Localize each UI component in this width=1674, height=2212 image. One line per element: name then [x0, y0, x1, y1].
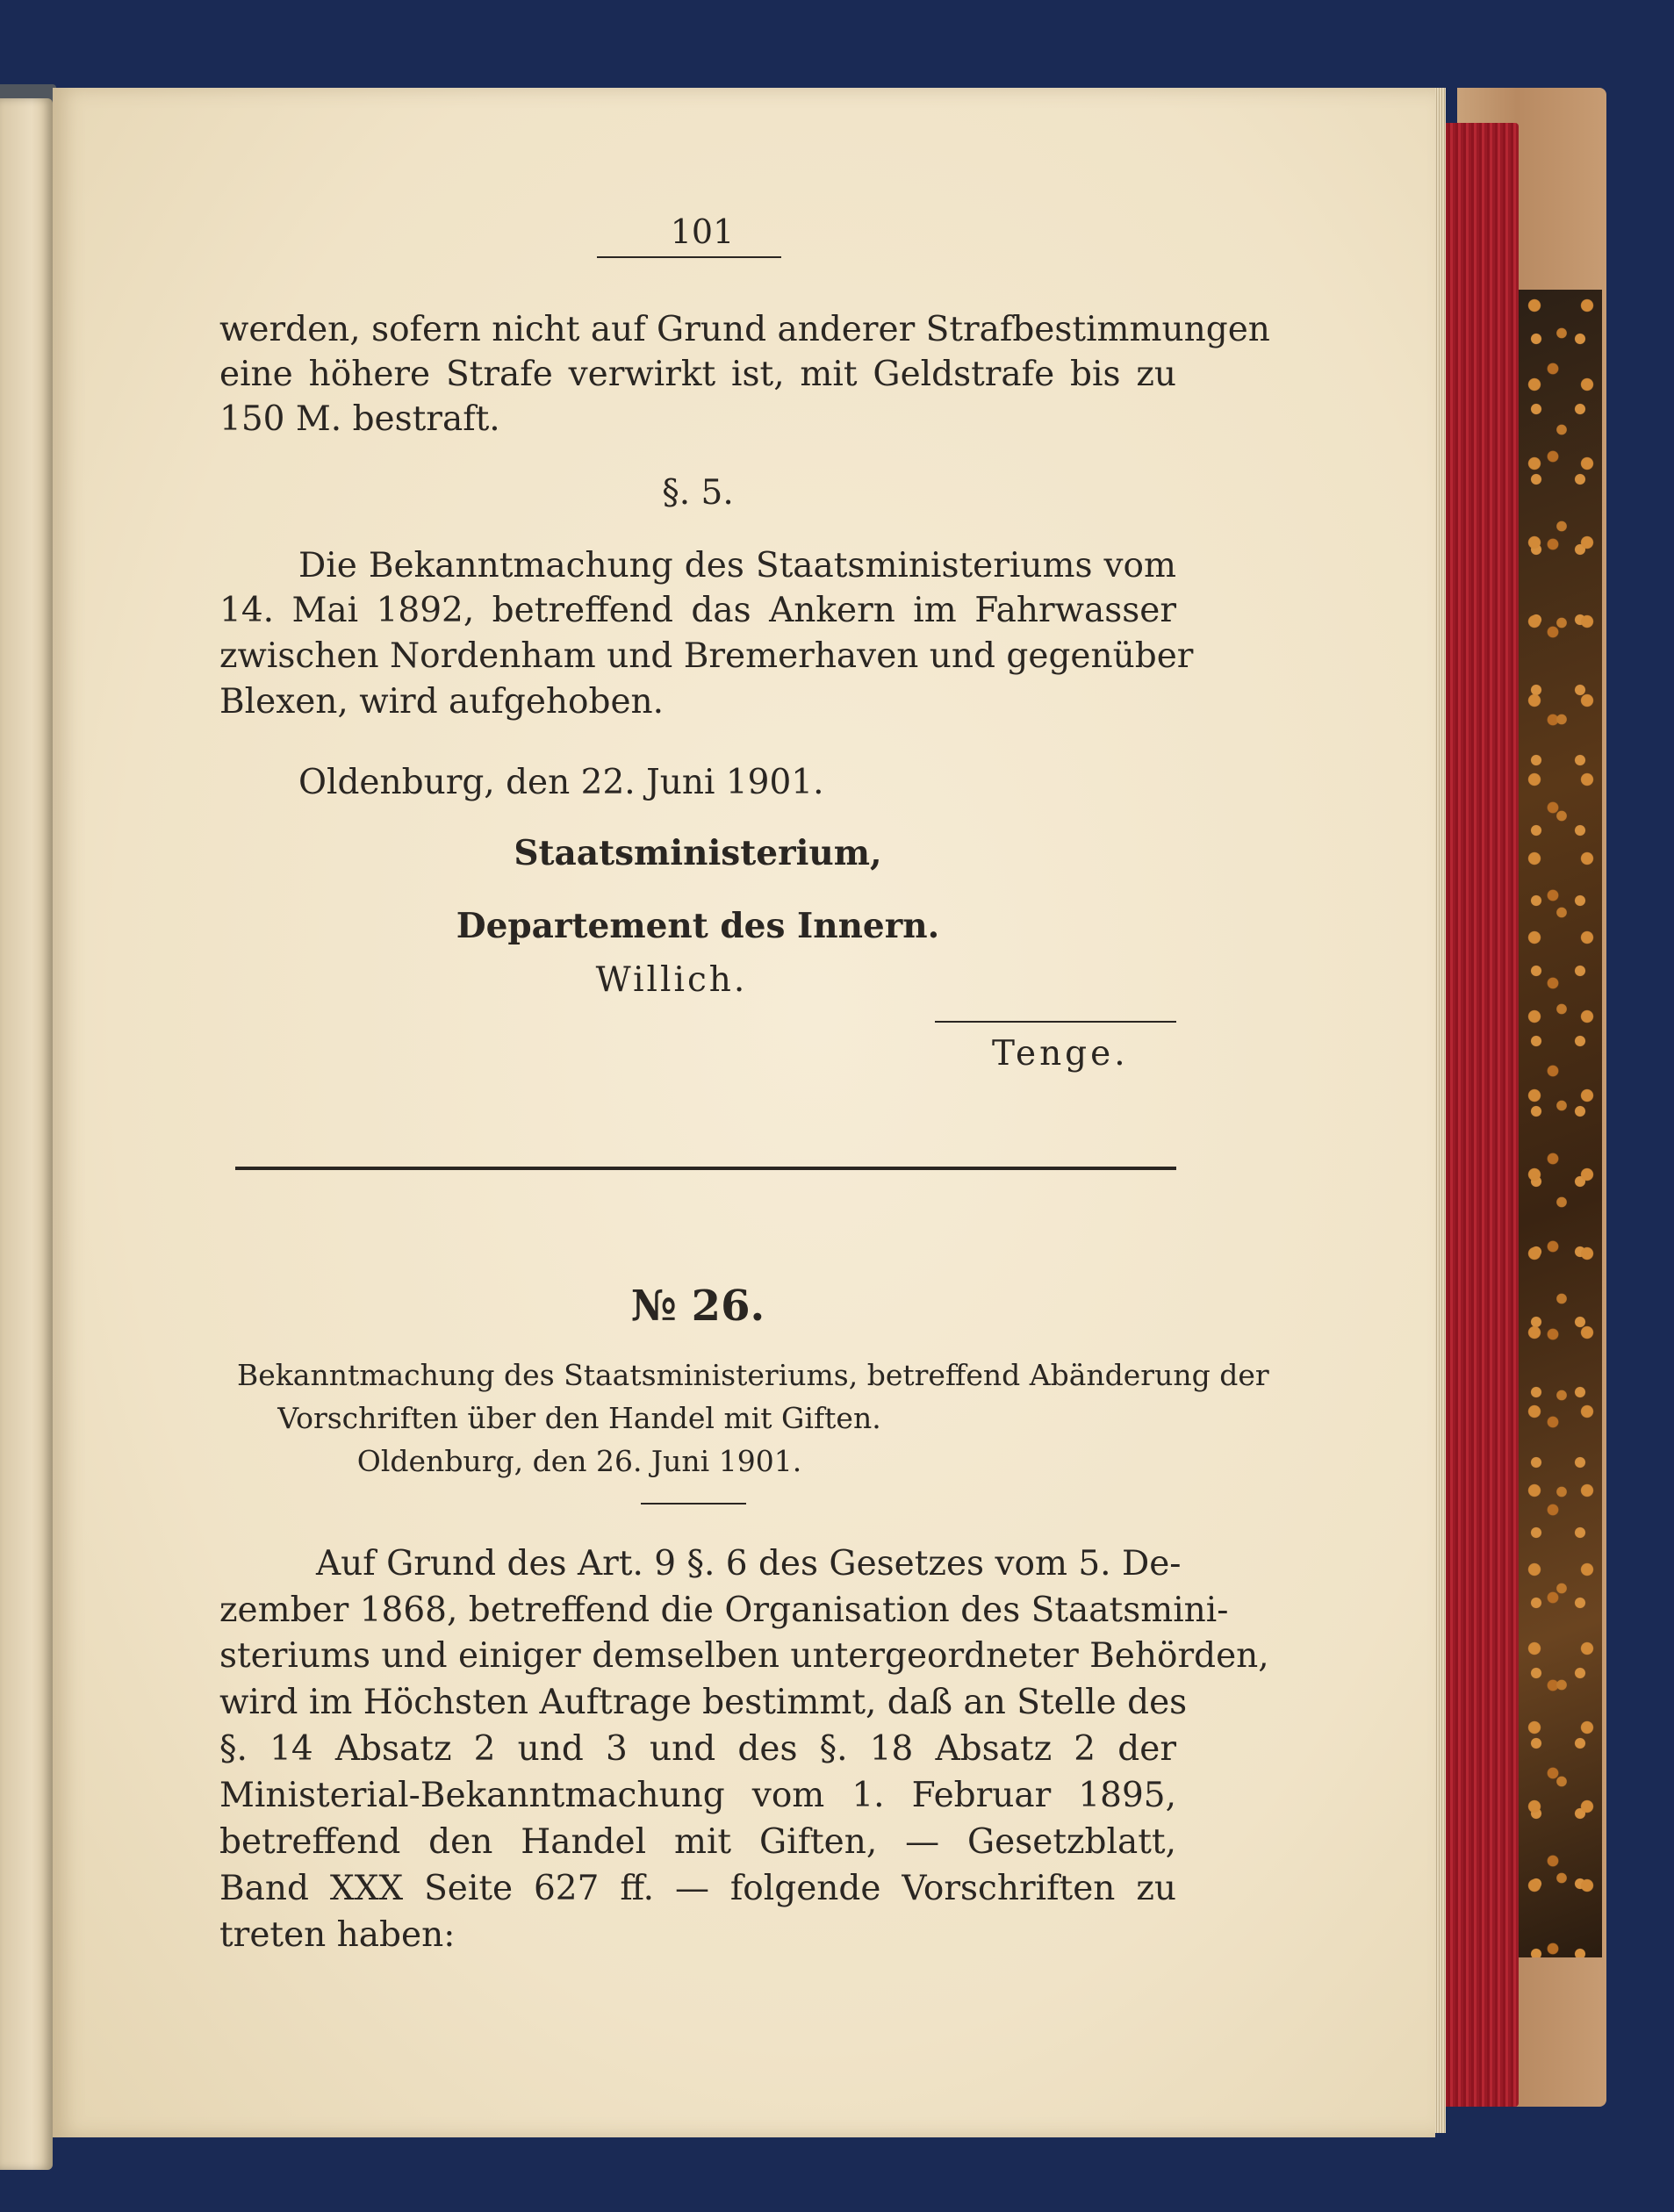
text-line: eine höhere Strafe verwirkt ist, mit Geldstrafe bis zu: [219, 355, 1176, 394]
text-line: Blexen, wird aufgehoben.: [219, 682, 665, 722]
section-separator: [235, 1167, 1176, 1170]
text-line: betreffend den Handel mit Giften, — Gesetzblatt,: [219, 1822, 1176, 1862]
announcement-date: Oldenburg, den 26. Juni 1901.: [356, 1444, 802, 1478]
page-number: 101: [670, 212, 735, 251]
text-line: werden, sofern nicht auf Grund anderer Strafbestimmungen: [219, 310, 1270, 349]
text-line: Die Bekanntmachung des Staatsministeriums vom: [298, 546, 1176, 585]
text-line: Ministerial-Bekanntmachung vom 1. Februar 1895,: [219, 1776, 1176, 1815]
page-number-rule: [597, 256, 781, 258]
paragraph-heading: §. 5.: [662, 473, 734, 513]
announcement-title-line: Bekanntmachung des Staatsministeriums, betreffend Abänderung der: [237, 1358, 1269, 1392]
announcement-title-line: Vorschriften über den Handel mit Giften.: [277, 1401, 881, 1435]
announcement-number: № 26.: [630, 1282, 765, 1331]
text-line: Auf Grund des Art. 9 §. 6 des Gesetzes vom 5. De-: [316, 1544, 1182, 1584]
signature: Willich.: [595, 960, 748, 1000]
text-line: treten haben:: [219, 1915, 456, 1955]
text-line: 14. Mai 1892, betreffend das Ankern im Fahrwasser: [219, 591, 1176, 630]
text-line: steriums und einiger demselben untergeordneter Behörden,: [219, 1636, 1269, 1676]
text-line: §. 14 Absatz 2 und 3 und des §. 18 Absatz 2 der: [219, 1729, 1176, 1769]
left-page-edge: [0, 98, 53, 2170]
title-rule: [641, 1503, 746, 1505]
text-line: zember 1868, betreffend die Organisation des Staatsmini-: [219, 1591, 1229, 1630]
red-page-edges: [1440, 123, 1519, 2107]
place-date: Oldenburg, den 22. Juni 1901.: [298, 763, 824, 802]
signatory-body: Staatsministerium,: [514, 833, 882, 873]
text-line: zwischen Nordenham und Bremerhaven und gegenüber: [219, 636, 1194, 676]
text-line: Band XXX Seite 627 ff. — folgende Vorschriften zu: [219, 1869, 1176, 1908]
text-line: 150 M. bestraft.: [219, 399, 500, 439]
book-cover-marbled-paper: [1519, 290, 1602, 1957]
text-line: wird im Höchsten Auftrage bestimmt, daß an Stelle des: [219, 1683, 1188, 1722]
signature-rule: [935, 1021, 1176, 1023]
countersignature: Tenge.: [992, 1034, 1129, 1074]
department: Departement des Innern.: [456, 906, 940, 946]
